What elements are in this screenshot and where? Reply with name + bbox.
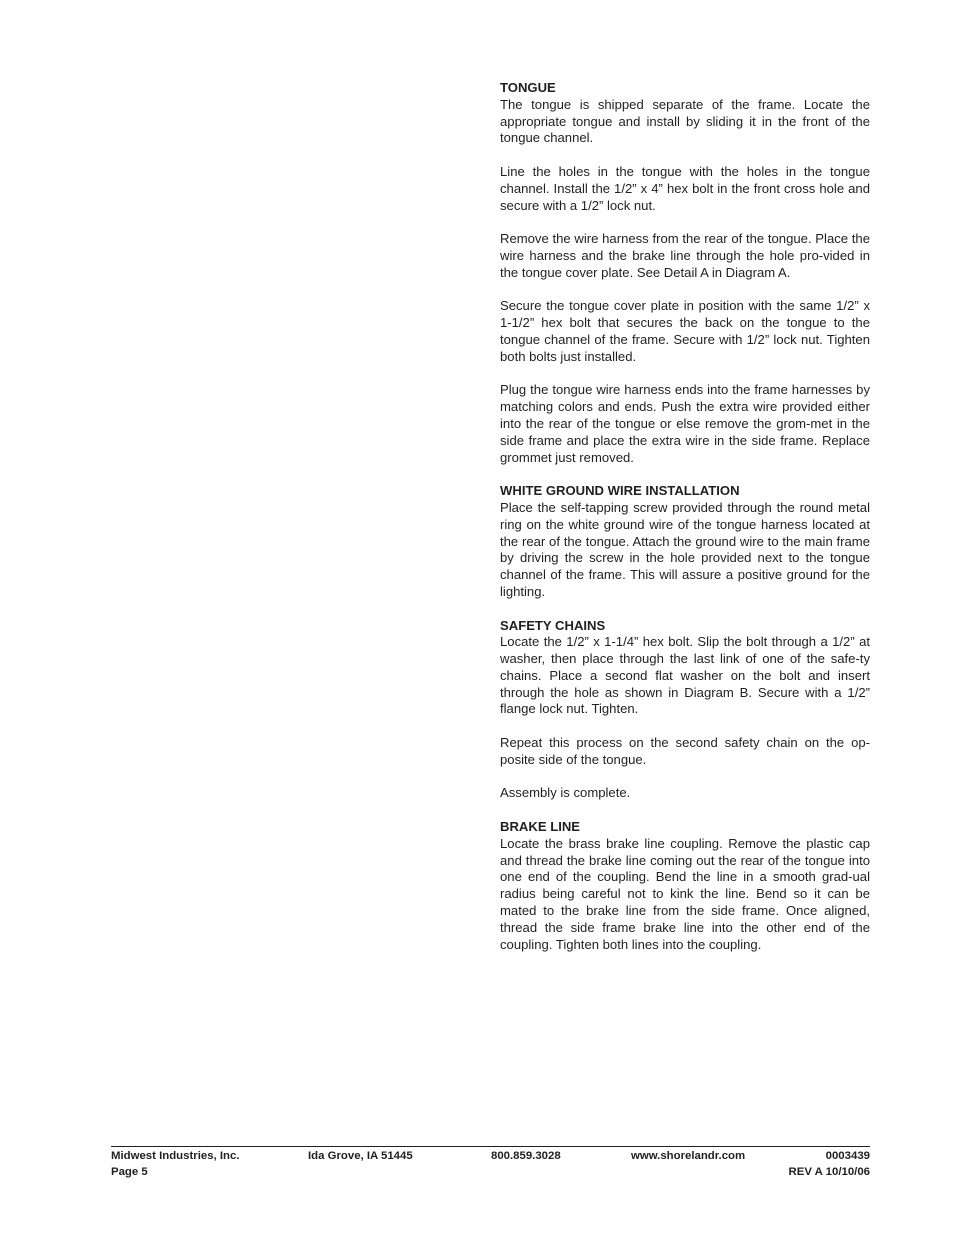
section-heading: WHITE GROUND WIRE INSTALLATION <box>500 483 740 499</box>
paragraph: Line the holes in the tongue with the holes in the tongue channel. Install the 1/2” x 4” hex bolt in the front cross hole and secure with a 1/2” lock nut. <box>500 163 870 213</box>
paragraph: The tongue is shipped separate of the frame. Locate the appropriate tongue and install by sliding it in the front of the tongue channel. <box>500 96 870 146</box>
section-heading: BRAKE LINE <box>500 819 581 835</box>
paragraph: Secure the tongue cover plate in position with the same 1/2” x 1-1/2” hex bolt that secures the back on the tongue to the tongue channel of the frame. Secure with 1/2” lock nut. Tighten both bolts just installed. <box>500 298 870 364</box>
section-heading: SAFETY CHAINS <box>500 617 606 633</box>
paragraph: Remove the wire harness from the rear of the tongue. Place the wire harness and the brake line through the hole pro-vided in the tongue cover plate. See Detail A in Diagram A. <box>500 231 870 280</box>
footer-location: Ida Grove, IA 51445 <box>308 1150 413 1162</box>
section-white-ground-wire <box>500 483 870 601</box>
paragraph: Plug the tongue wire harness ends into the frame harnesses by matching colors and ends. Push the extra wire provided either into the rear of the tongue or else remove the grom-met in the side frame and place the extra wire in the side frame. Replace grommet just removed. <box>500 382 870 465</box>
section-tongue <box>500 80 870 466</box>
footer-phone: 800.859.3028 <box>491 1150 561 1162</box>
instructions-column <box>500 80 870 970</box>
paragraph: Locate the brass brake line coupling. Remove the plastic cap and thread the brake line coming out the rear of the tongue into one end of the coupling. Bend the line in a smooth grad-ual radius being careful not to kink the line. Bend so it can be mated to the brake line from the side frame. Once aligned, thread the side frame brake line into the other end of the coupling. Tighten both lines into the coupling. <box>500 835 870 952</box>
paragraph: Place the self-tapping screw provided through the round metal ring on the white ground wire of the tongue harness located at the rear of the tongue. Attach the ground wire to the main frame by driving the screw in the hole provided next to the tongue channel of the frame. This will assure a positive ground for the lighting. <box>500 499 870 599</box>
section-brake-line <box>500 819 870 953</box>
footer-company: Midwest Industries, Inc. <box>111 1150 240 1162</box>
footer-page-number: Page 5 <box>111 1166 148 1178</box>
footer-doc-number: 0003439 <box>825 1150 870 1162</box>
page-footer <box>111 1146 870 1178</box>
paragraph: Locate the 1/2” x 1-1/4” hex bolt. Slip the bolt through a 1/2” at washer, then place through the last link of one of the safe-ty chains. Place a second flat washer on the bolt and insert through the hole as shown in Diagram B. Secure with a 1/2” flange lock nut. Tighten. <box>500 634 870 717</box>
paragraph: Repeat this process on the second safety chain on the op-posite side of the tongue. <box>500 735 870 767</box>
paragraph: Assembly is complete. <box>500 785 631 801</box>
footer-website: www.shorelandr.com <box>631 1150 746 1162</box>
section-heading: TONGUE <box>500 80 556 95</box>
footer-revision: REV A 10/10/06 <box>788 1166 870 1178</box>
section-safety-chains <box>500 618 870 803</box>
